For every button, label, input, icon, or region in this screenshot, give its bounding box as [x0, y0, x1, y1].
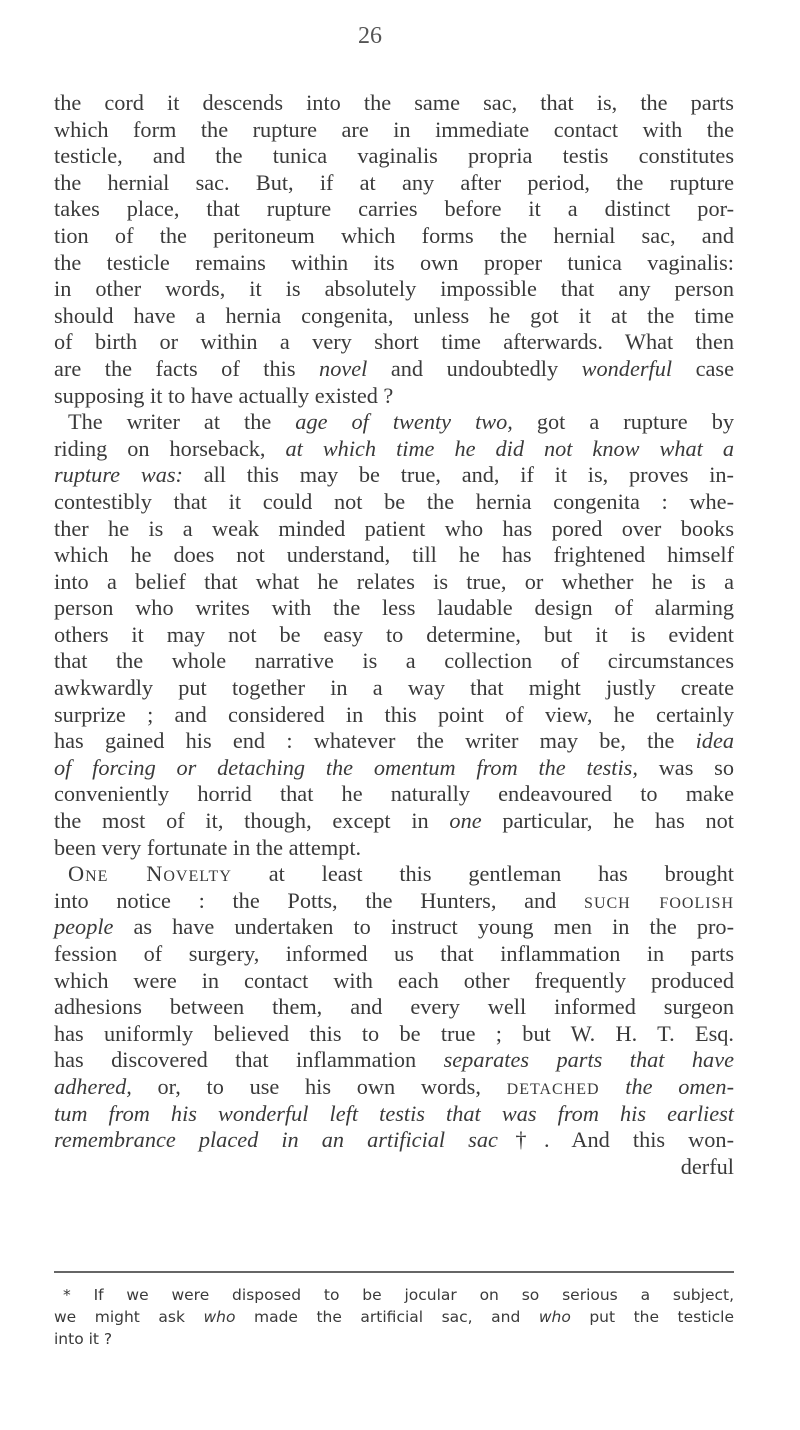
text-span: has discovered that inflammation — [54, 1047, 444, 1073]
text-span: got a rupture by — [512, 409, 734, 435]
italic-span: people — [54, 914, 114, 940]
main-text — [54, 90, 734, 1180]
italic-span: who — [203, 1308, 236, 1326]
text-span: was so — [637, 754, 734, 780]
text-line: which were in contact with each other frequently produced — [54, 967, 734, 993]
text-span: at least this gentleman has brought — [231, 861, 735, 887]
italic-span: at which time he did not know what a — [285, 435, 734, 461]
text-span: all this may be true, and, if it is, proves in- — [182, 462, 734, 488]
text-line — [54, 728, 734, 755]
footnote — [54, 1284, 734, 1350]
italic-span: age of twenty two, — [295, 409, 513, 435]
italic-span: separates parts that have — [443, 1047, 734, 1073]
italic-span: of forcing or detaching the omentum from the testis, — [54, 754, 638, 780]
text-line — [54, 1074, 734, 1101]
text-line: person who writes with the less laudable design of alarming — [54, 595, 734, 621]
smallcaps-span: such foolish — [584, 887, 734, 913]
text-line — [54, 1127, 734, 1154]
text-span: The writer at the — [68, 409, 296, 435]
text-line: adhesions between them, and every well informed surgeon — [54, 994, 734, 1020]
text-span: and undoubtedly — [367, 355, 582, 381]
text-line: ther he is a weak minded patient who has pored over books — [54, 515, 734, 541]
footnote-line: * If we were disposed to be jocular on so serious a subject, — [63, 1286, 734, 1304]
text-line: supposing it to have actually existed ? — [54, 382, 394, 408]
italic-span: the omen- — [599, 1073, 734, 1099]
text-span: into notice : the Potts, the Hunters, and — [54, 887, 585, 913]
italic-span: rupture was: — [54, 462, 183, 488]
text-line: tion of the peritoneum which forms the hernial sac, and — [54, 222, 734, 248]
italic-span: novel — [319, 355, 368, 381]
text-span: made the artificial sac, and — [235, 1308, 539, 1326]
text-line: into a belief that what he relates is true, or whether he is a — [54, 568, 734, 594]
text-line: the cord it descends into the same sac, that is, the parts — [54, 90, 734, 115]
text-line: conveniently horrid that he naturally endeavoured to make — [54, 781, 734, 807]
smallcaps-span: One Novelty — [68, 861, 232, 887]
text-line — [54, 462, 734, 489]
smallcaps-span: detached — [506, 1073, 600, 1099]
text-line: others it may not be easy to determine, but it is evident — [54, 621, 734, 647]
text-line: takes place, that rupture carries before it a distinct por- — [54, 196, 734, 222]
text-line: should have a hernia congenita, unless he got it at the time — [54, 302, 734, 328]
text-span: . And this won- — [544, 1127, 734, 1153]
text-span: put the testicle — [570, 1308, 734, 1326]
text-span: has gained his end : whatever the writer may be, the — [54, 728, 696, 754]
text-line — [54, 356, 734, 383]
text-line: the testicle remains within its own proper tunica vaginalis: — [54, 249, 734, 275]
text-line — [54, 755, 734, 782]
text-line: been very fortunate in the attempt. — [54, 834, 362, 860]
text-line: which he does not understand, till he has frightened himself — [54, 542, 734, 568]
text-line — [54, 1101, 734, 1128]
dagger-mark: † — [497, 1127, 545, 1153]
text-line — [54, 808, 734, 835]
footnote-line: into it ? — [54, 1330, 113, 1348]
text-span: are the facts of this — [54, 355, 320, 381]
text-line — [54, 436, 734, 463]
italic-span: idea — [695, 728, 734, 754]
italic-span: wonderful — [581, 355, 673, 381]
footnote-line — [54, 1306, 734, 1328]
text-line: of birth or within a very short time afterwards. What then — [54, 329, 734, 355]
text-span: or, to use his own words, — [131, 1073, 507, 1099]
text-line: surprize ; and considered in this point of view, he certainly — [54, 701, 734, 727]
text-line: which form the rupture are in immediate contact with the — [54, 116, 734, 142]
text-span: the most of it, though, except in — [54, 808, 450, 834]
text-line — [54, 1047, 734, 1074]
catchword: derful — [680, 1153, 734, 1179]
text-line — [54, 409, 734, 436]
text-span: riding on horseback, — [54, 435, 286, 461]
italic-span: who — [538, 1308, 571, 1326]
text-line — [54, 914, 734, 941]
text-span: as have undertaken to instruct young men in the pro- — [113, 914, 734, 940]
text-line: contestibly that it could not be the hernia congenita : whe- — [54, 488, 734, 514]
text-span: we might ask — [54, 1308, 204, 1326]
italic-span: one — [449, 808, 482, 834]
text-span: particular, he has not — [481, 808, 734, 834]
text-line: the hernial sac. But, if at any after period, the rupture — [54, 169, 734, 195]
text-line: that the whole narrative is a collection of circumstances — [54, 648, 734, 674]
text-line — [54, 861, 734, 888]
text-line — [54, 888, 734, 915]
text-line: awkwardly put together in a way that might justly create — [54, 675, 734, 701]
page-number: 26 — [358, 23, 382, 49]
italic-span: remembrance placed in an artificial sac — [54, 1127, 498, 1153]
italic-span: tum from his wonderful left testis that was from his earliest — [54, 1100, 734, 1126]
italic-span: adhered, — [54, 1073, 132, 1099]
text-span: case — [672, 355, 734, 381]
text-line: fession of surgery, informed us that inflammation in parts — [54, 941, 734, 966]
text-line: has uniformly believed this to be true ; but W. H. T. Esq. — [54, 1020, 734, 1046]
text-line: in other words, it is absolutely impossible that any person — [54, 276, 734, 302]
text-line: testicle, and the tunica vaginalis propria testis constitutes — [54, 143, 734, 169]
footnote-divider — [54, 1271, 734, 1273]
